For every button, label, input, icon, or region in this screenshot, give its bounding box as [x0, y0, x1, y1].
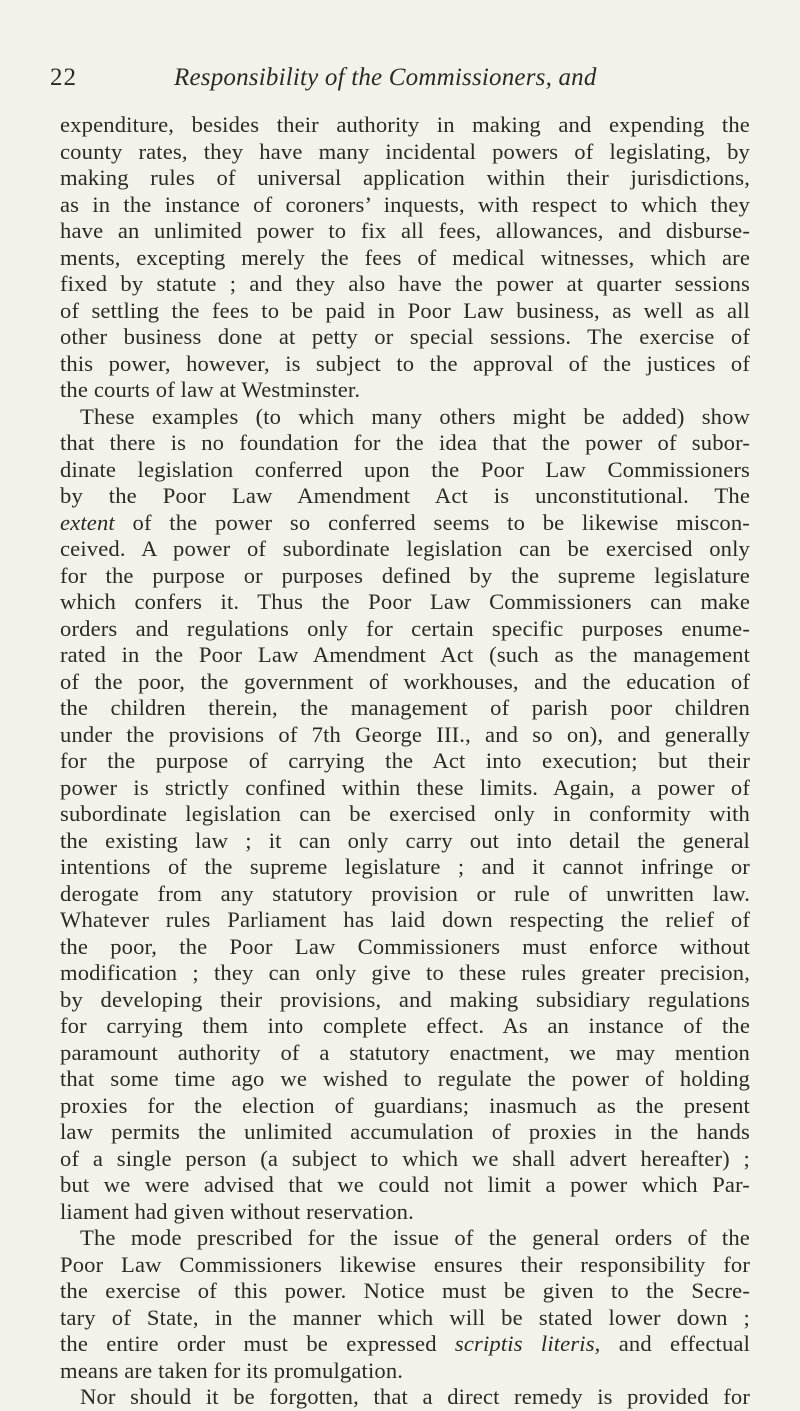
- text-line: intentions of the supreme legislature ; and it cannot infringe or: [60, 854, 750, 879]
- text-line: the courts of law at Westminster.: [60, 377, 361, 402]
- text-line: law permits the unlimited accumulation of proxies in the hands: [60, 1119, 750, 1144]
- text-line: but we were advised that we could not limit a power which Par-: [60, 1172, 750, 1197]
- text-line: ments, excepting merely the fees of medical witnesses, which are: [60, 244, 750, 270]
- text-line: These examples (to which many others might be added) show: [80, 403, 750, 429]
- running-head: [50, 64, 760, 104]
- text-line: as in the instance of coroners’ inquests, with respect to which they: [60, 191, 750, 217]
- text-line: the poor, the Poor Law Commissioners must enforce without: [60, 933, 750, 959]
- text-line: by developing their provisions, and making subsidiary regulations: [60, 986, 750, 1012]
- text-line: of a single person (a subject to which we shall advert hereafter) ;: [60, 1145, 750, 1171]
- text-line: for the purpose or purposes defined by the supreme legislature: [60, 562, 750, 588]
- text-line: have an unlimited power to fix all fees, allowances, and disburse-: [60, 218, 750, 243]
- text-line: other business done at petty or special sessions. The exercise of: [60, 324, 750, 349]
- text-line: modification ; they can only give to these rules greater precision,: [60, 960, 750, 985]
- text-line: Poor Law Commissioners likewise ensures their responsibility for: [60, 1251, 750, 1277]
- text-line: ceived. A power of subordinate legislation can be exercised only: [60, 536, 750, 561]
- text-line: the entire order must be expressed scriptis literis, and effectual: [60, 1331, 750, 1356]
- text-line: that some time ago we wished to regulate the power of holding: [60, 1066, 750, 1091]
- text-line: county rates, they have many incidental powers of legislating, by: [60, 138, 750, 164]
- text-line: rated in the Poor Law Amendment Act (such as the management: [60, 642, 750, 667]
- text-line: liament had given without reservation.: [60, 1198, 414, 1224]
- text-line: that there is no foundation for the idea that the power of subor-: [60, 430, 750, 455]
- text-line: the existing law ; it can only carry out into detail the general: [60, 827, 750, 853]
- text-line: for the purpose of carrying the Act into execution; but their: [60, 748, 750, 773]
- running-title: Responsibility of the Commissioners, and: [174, 64, 597, 91]
- text-line: power is strictly confined within these limits. Again, a power of: [60, 774, 750, 800]
- text-line: proxies for the election of guardians; inasmuch as the present: [60, 1092, 750, 1118]
- text-line: which confers it. Thus the Poor Law Commissioners can make: [60, 589, 750, 614]
- text-line: orders and regulations only for certain specific purposes enume-: [60, 615, 750, 641]
- text-line: by the Poor Law Amendment Act is unconstitutional. The: [60, 483, 750, 508]
- text-line: under the provisions of 7th George III., and so on), and generally: [60, 721, 750, 747]
- body-text: [60, 112, 750, 1411]
- text-line: Whatever rules Parliament has laid down respecting the relief of: [60, 907, 750, 932]
- text-line: The mode prescribed for the issue of the general orders of the: [80, 1225, 750, 1250]
- text-line: paramount authority of a statutory enactment, we may mention: [60, 1039, 750, 1065]
- text-line: expenditure, besides their authority in making and expending the: [60, 112, 750, 137]
- text-line: this power, however, is subject to the approval of the justices of: [60, 350, 750, 376]
- text-line: fixed by statute ; and they also have the power at quarter sessions: [60, 271, 750, 296]
- text-line: derogate from any statutory provision or rule of unwritten law.: [60, 880, 750, 906]
- text-line: extent of the power so conferred seems to be likewise miscon-: [60, 509, 750, 535]
- text-line: of settling the fees to be paid in Poor Law business, as well as all: [60, 297, 750, 323]
- text-line: of the poor, the government of workhouses, and the education of: [60, 668, 750, 694]
- text-line: making rules of universal application within their jurisdictions,: [60, 165, 750, 190]
- text-line: the exercise of this power. Notice must be given to the Secre-: [60, 1278, 750, 1303]
- text-line: Nor should it be forgotten, that a direct remedy is provided for: [80, 1384, 750, 1409]
- text-line: the children therein, the management of parish poor children: [60, 695, 750, 720]
- text-line: subordinate legislation can be exercised only in conformity with: [60, 801, 750, 826]
- text-line: dinate legislation conferred upon the Poor Law Commissioners: [60, 456, 750, 482]
- text-line: for carrying them into complete effect. As an instance of the: [60, 1013, 750, 1038]
- page-number: 22: [50, 64, 77, 91]
- text-line: means are taken for its promulgation.: [60, 1357, 404, 1383]
- text-line: tary of State, in the manner which will be stated lower down ;: [60, 1304, 750, 1330]
